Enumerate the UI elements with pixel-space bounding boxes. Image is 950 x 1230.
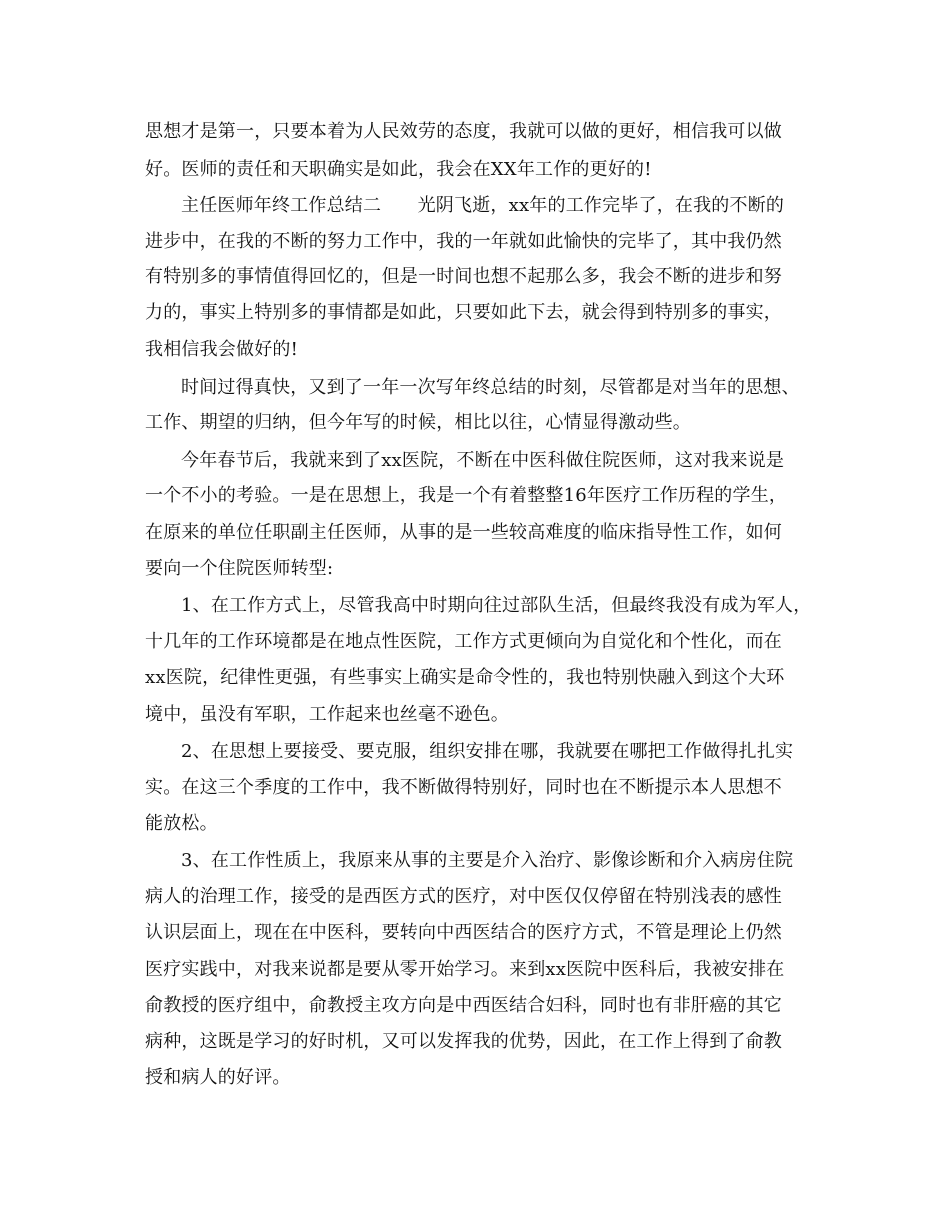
text-line: 能放松。 [145,813,218,834]
text-line: 进步中，在我的不断的努力工作中，我的一年就如此愉快的完毕了，其中我仍然 [145,231,782,252]
text-line: 病人的治理工作，接受的是西医方式的医疗，对中医仅仅停留在特别浅表的感性 [145,886,782,907]
text-line: 实。在这三个季度的工作中，我不断做得特别好，同时也在不断提示本人思想不 [145,777,782,798]
text-line: 主任医师年终工作总结二 光阴飞逝，xx年的工作完毕了，在我的不断的 [181,195,785,216]
text-line: 十几年的工作环境都是在地点性医院，工作方式更倾向为自觉化和个性化，而在 [145,631,782,652]
text-line: 医疗实践中，对我来说都是要从零开始学习。来到xx医院中医科后，我被安排在 [145,959,785,980]
text-line: 时间过得真快，又到了一年一次写年终总结的时刻，尽管都是对当年的思想、 [181,377,800,398]
text-line: 工作、期望的归纳，但今年写的时候，相比以往，心情显得激动些。 [145,412,691,433]
text-line: 一个不小的考验。一是在思想上，我是一个有着整整16年医疗工作历程的学生， [145,485,788,506]
text-line: 有特别多的事情值得回忆的，但是一时间也想不起那么多，我会不断的进步和努 [145,266,782,287]
text-line: 我相信我会做好的! [145,339,299,360]
text-line: 3、在工作性质上，我原来从事的主要是介入治疗、影像诊断和介入病房住院 [181,850,794,871]
text-line: 2、在思想上要接受、要克服，组织安排在哪，我就要在哪把工作做得扎扎实 [181,741,794,762]
text-line: 今年春节后，我就来到了xx医院，不断在中医科做住院医师，这对我来说是 [181,450,785,471]
text-line: 俞教授的医疗组中，俞教授主攻方向是中西医结合妇科，同时也有非肝癌的其它 [145,995,782,1016]
text-line: 力的，事实上特别多的事情都是如此，只要如此下去，就会得到特别多的事实， [145,302,782,323]
text-line: 1、在工作方式上，尽管我高中时期向往过部队生活，但最终我没有成为军人， [181,595,812,616]
text-line: 好。医师的责任和天职确实是如此，我会在XX年工作的更好的! [145,159,652,180]
text-line: xx医院，纪律性更强，有些事实上确实是命令性的，我也特别快融入到这个大环 [145,667,785,688]
text-line: 思想才是第一，只要本着为人民效劳的态度，我就可以做的更好，相信我可以做 [145,121,782,142]
text-line: 授和病人的好评。 [145,1067,291,1088]
text-line: 要向一个住院医师转型: [145,558,334,579]
text-line: 在原来的单位任职副主任医师，从事的是一些较高难度的临床指导性工作，如何 [145,522,782,543]
text-line: 境中，虽没有军职，工作起来也丝毫不逊色。 [145,704,509,725]
text-line: 病种，这既是学习的好时机，又可以发挥我的优势，因此，在工作上得到了俞教 [145,1031,782,1052]
text-line: 认识层面上，现在在中医科，要转向中西医结合的医疗方式，不管是理论上仍然 [145,922,782,943]
